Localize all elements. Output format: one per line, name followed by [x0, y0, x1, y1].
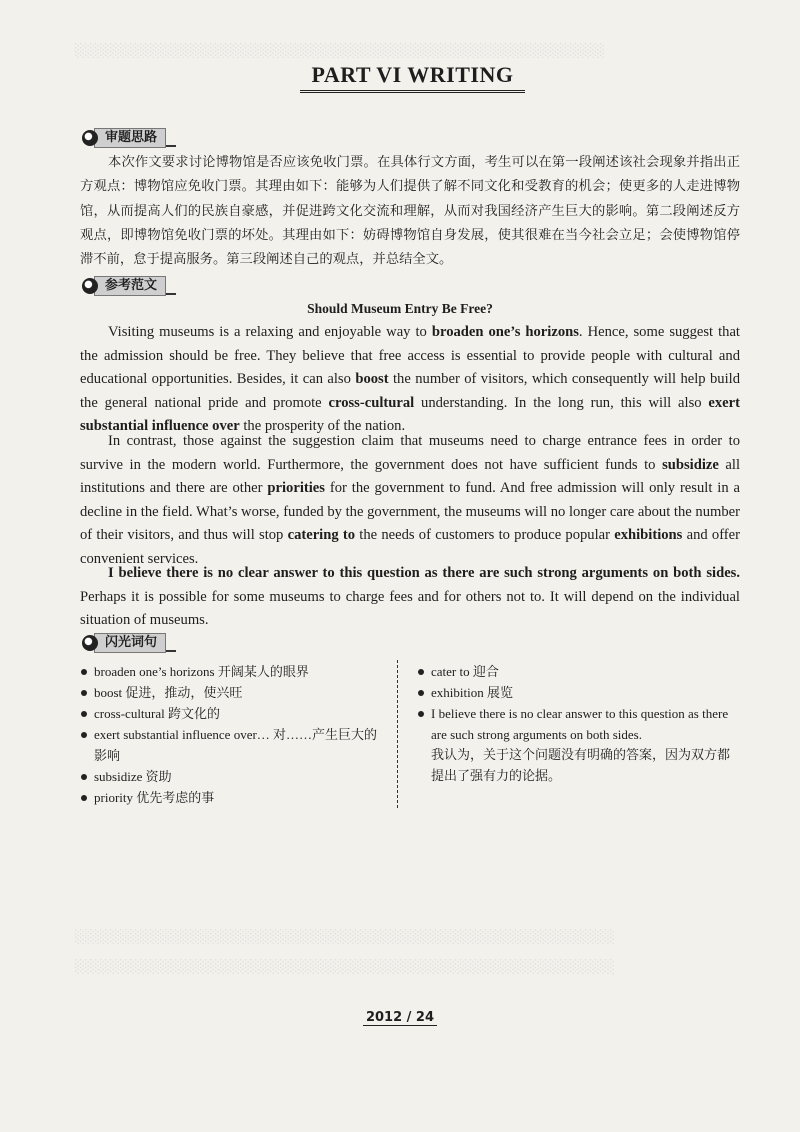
bullet-icon — [82, 278, 98, 294]
list-item: exhibition 展览 — [417, 682, 735, 703]
section-label: 参考范文 — [94, 276, 166, 296]
highlight-phrase: boost — [355, 371, 389, 387]
list-item: cater to 迎合 — [417, 661, 735, 682]
bleed-through-text: ░░░░░░░░░░░░░░░░░░░░░░░░░░░░░░░░░░░░░░░░░░░░░░░░░░░░░░ — [75, 930, 615, 945]
translation-text: 我认为，关于这个问题没有明确的答案，因为双方都提出了强有力的论据。 — [431, 748, 731, 784]
list-item: I believe there is no clear answer to this question as there are such strong arguments on both sides. — [417, 703, 735, 745]
highlight-phrase: broaden one’s horizons — [431, 324, 579, 340]
bullet-icon — [82, 635, 98, 651]
highlight-phrase: I believe there is no clear answer to this question as there are such strong arguments on both sides. — [108, 565, 740, 581]
section-header-analysis — [82, 128, 176, 148]
vocab-list-right — [417, 661, 735, 787]
highlight-phrase: priorities — [267, 480, 325, 496]
essay-paragraph-1: Visiting museums is a relaxing and enjoyable way to broaden one’s horizons. Hence, some suggest that the admission should be free. They believe that free access is essential to provide people with cultural and educational opportunities. Besides, it can also boost the number of visitors, which consequently will help build the general national pride and promote cross-cultural understanding. In the long run, this will also exert substantial influence over the prosperity of the nation. — [80, 324, 740, 434]
list-item: subsidize 资助 — [80, 766, 385, 787]
list-item: broaden one’s horizons 开阔某人的眼界 — [80, 661, 385, 682]
column-divider — [397, 660, 398, 808]
analysis-text: 本次作文要求讨论博物馆是否应该免收门票。在具体行文方面，考生可以在第一段阐述该社会现象并指出正方观点：博物馆应免收门票。其理由如下：能够为人们提供了解不同文化和受教育的机会；使更多的人走进博物馆，从而提高人们的民族自豪感，并促进跨文化交流和理解，从而对我国经济产生巨大的影响。第二段阐述反方观点，即博物馆免收门票的坏处。其理由如下：妨碍博物馆自身发展，使其很难在当今社会立足；会使博物馆停滞不前，怠于提高服务。第三段阐述自己的观点，并总结全文。 — [80, 155, 740, 268]
list-item: exert substantial influence over… 对……产生巨大的影响 — [80, 724, 385, 766]
list-item: boost 促进，推动，使兴旺 — [80, 682, 385, 703]
highlight-phrase: cross-cultural — [328, 394, 415, 411]
page-title: PART VI WRITING — [300, 62, 525, 93]
bleed-through-text: ░░░░░░░░░░░░░░░░░░░░░░░░░░░░░░░░░░░░░░░░░░░░░░░░░░░░░ — [75, 44, 605, 59]
highlight-phrase: exhibitions — [614, 527, 683, 543]
highlight-phrase: subsidize — [662, 456, 719, 473]
bleed-through-text: ░░░░░░░░░░░░░░░░░░░░░░░░░░░░░░░░░░░░░░░░░░░░░░░░░░░░░░ — [75, 960, 615, 975]
page-number: 2012 / 24 — [0, 1010, 800, 1025]
essay-paragraph-3: I believe there is no clear answer to this question as there are such strong arguments on both sides. Perhaps it is possible for some museums to charge fees and for others not to. It will depend on the individual situation of museums. — [80, 565, 740, 628]
list-item: priority 优先考虑的事 — [80, 787, 385, 808]
bullet-icon — [82, 130, 98, 146]
vocab-list-left — [80, 661, 385, 808]
list-item: cross-cultural 跨文化的 — [80, 703, 385, 724]
essay-title: Should Museum Entry Be Free? — [307, 301, 493, 316]
highlight-phrase: exert substantial influence over — [80, 394, 740, 434]
section-label: 闪光词句 — [94, 633, 166, 653]
section-label: 审题思路 — [94, 128, 166, 148]
section-header-vocab — [82, 633, 176, 653]
highlight-phrase: catering to — [287, 527, 356, 543]
essay-paragraph-2: In contrast, those against the suggestion claim that museums need to charge entrance fees in order to survive in the modern world. Furthermore, the government does not have sufficient funds to subsidize all institutions and there are other priorities for the government to fund. And free admission will only result in a decline in the field. What’s worse, funded by the government, the museums will no longer care about the number of their visitors, and thus will stop catering to the needs of customers to produce popular exhibitions and offer convenient services. — [80, 433, 740, 567]
section-header-sample — [82, 276, 176, 296]
